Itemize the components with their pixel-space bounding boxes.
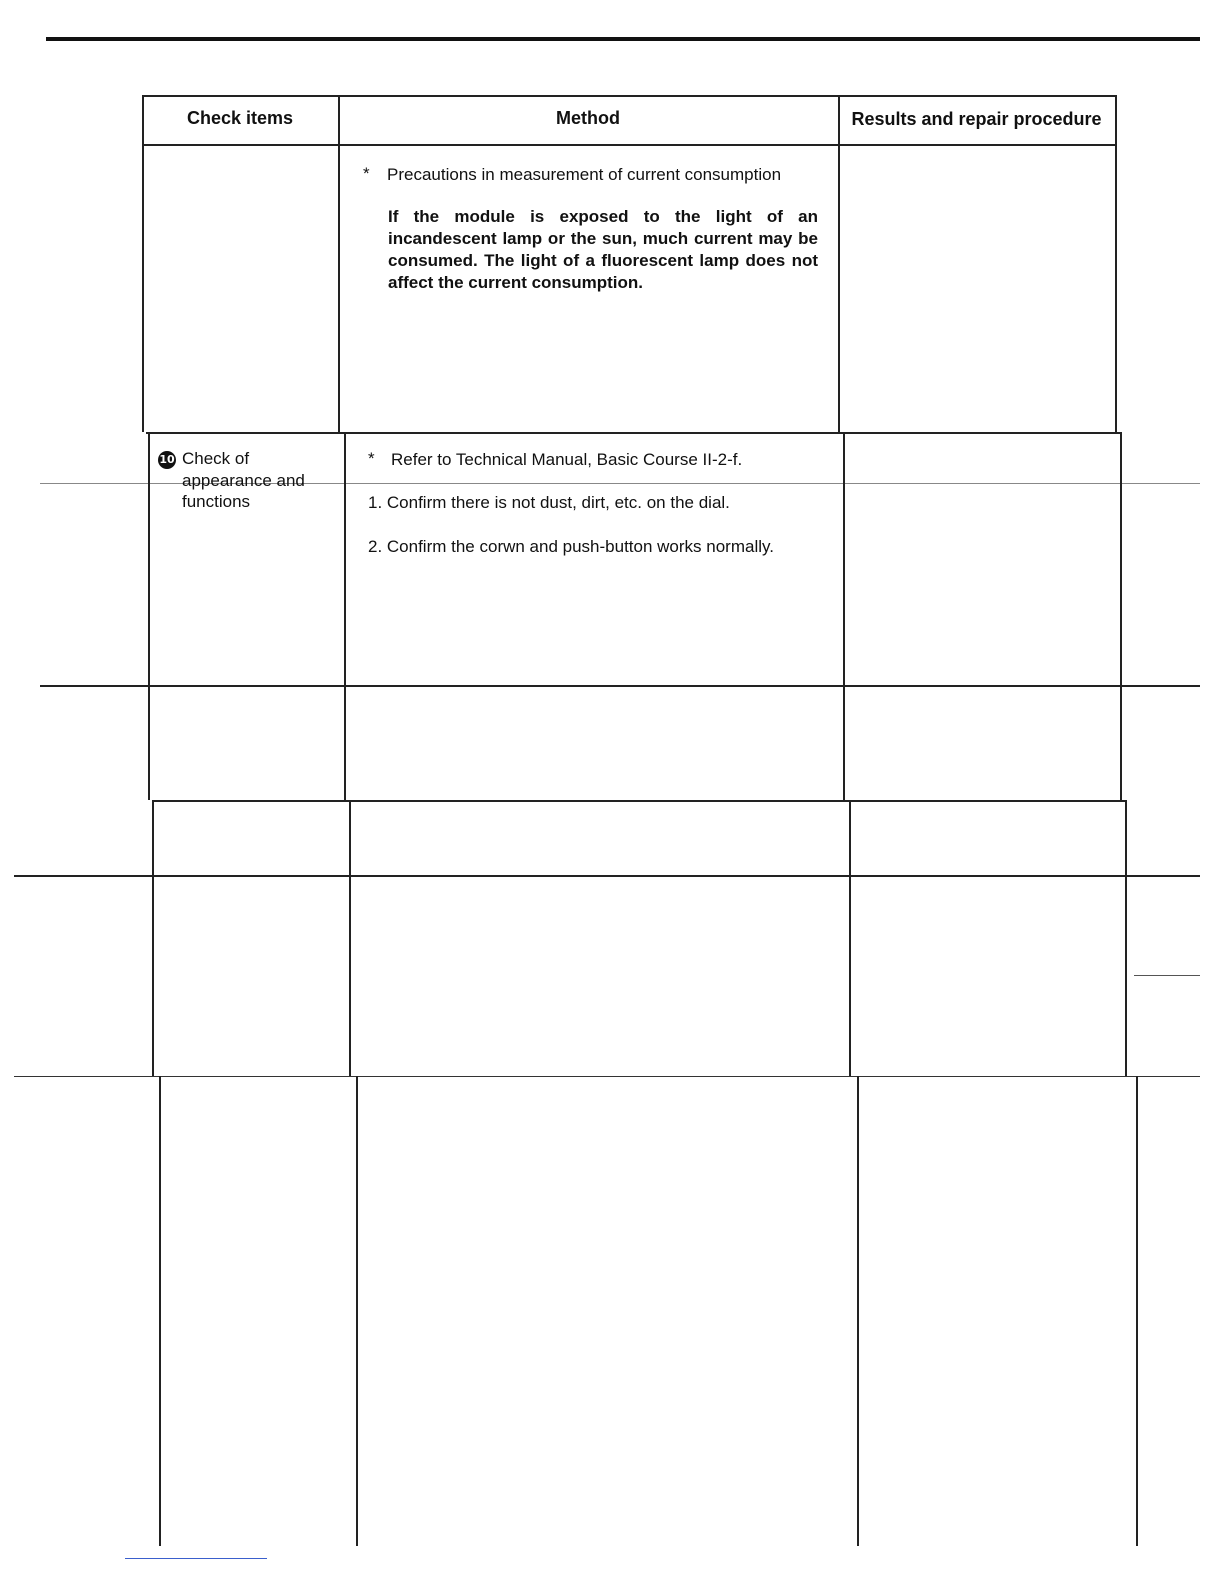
col-right-border-tail	[1136, 1076, 1138, 1546]
col-results-left-border-bottom	[849, 800, 851, 1076]
col-right-border-bottom	[1125, 800, 1127, 1076]
row1-note: Precautions in measurement of current consumption	[387, 165, 782, 184]
col-method-left-border-tail	[356, 1076, 358, 1546]
col-results-left-border-lower	[843, 432, 845, 800]
footer-rule	[125, 1558, 267, 1559]
row2-bottom-border	[40, 685, 1200, 687]
check-item-label-line3: functions	[182, 492, 251, 511]
row2-check-item	[158, 448, 249, 469]
col-results-left-border	[838, 95, 840, 432]
col-method-left-border-bottom	[349, 800, 351, 1076]
row3-bottom-border	[152, 800, 1126, 802]
header-check-items: Check items	[186, 108, 294, 128]
row1-bottom-border	[146, 432, 1120, 434]
col-right-border	[1115, 95, 1117, 432]
row1-note-marker: *	[363, 164, 370, 183]
row2-note: Refer to Technical Manual, Basic Course II-2-f.	[391, 450, 743, 469]
check-item-label-line1: Check of	[182, 449, 250, 468]
col-results-left-border-tail	[857, 1076, 859, 1546]
item-number-badge: 10	[158, 451, 176, 469]
top-rule	[46, 37, 1200, 41]
col-left-border	[142, 95, 144, 432]
header-results: Results and repair procedure	[851, 109, 1102, 129]
col-left-border-bottom	[152, 800, 154, 1076]
col-method-left-border-lower	[344, 432, 346, 800]
col-method-left-border	[338, 95, 340, 432]
row2-note-marker: *	[368, 449, 375, 468]
row2-step-2: 2. Confirm the corwn and push-button works normally.	[368, 537, 774, 556]
row4-bottom-border	[14, 875, 1200, 877]
row5-bottom-border	[14, 1076, 1200, 1077]
side-fragment-line	[1134, 975, 1200, 976]
header-method: Method	[556, 108, 620, 128]
row2-step-1: 1. Confirm there is not dust, dirt, etc. on the dial.	[368, 493, 730, 512]
check-item-label-line2: appearance and	[182, 471, 305, 490]
row1-warning: If the module is exposed to the light of an incandescent lamp or the sun, much current may be consumed. The light of a fluorescent lamp does not affect the current consumption.	[388, 207, 818, 292]
col-left-border-tail	[159, 1076, 161, 1546]
header-bottom-border	[142, 144, 1116, 146]
table-top-border	[142, 95, 1116, 97]
col-left-border-lower	[148, 432, 150, 800]
col-right-border-lower	[1120, 432, 1122, 800]
